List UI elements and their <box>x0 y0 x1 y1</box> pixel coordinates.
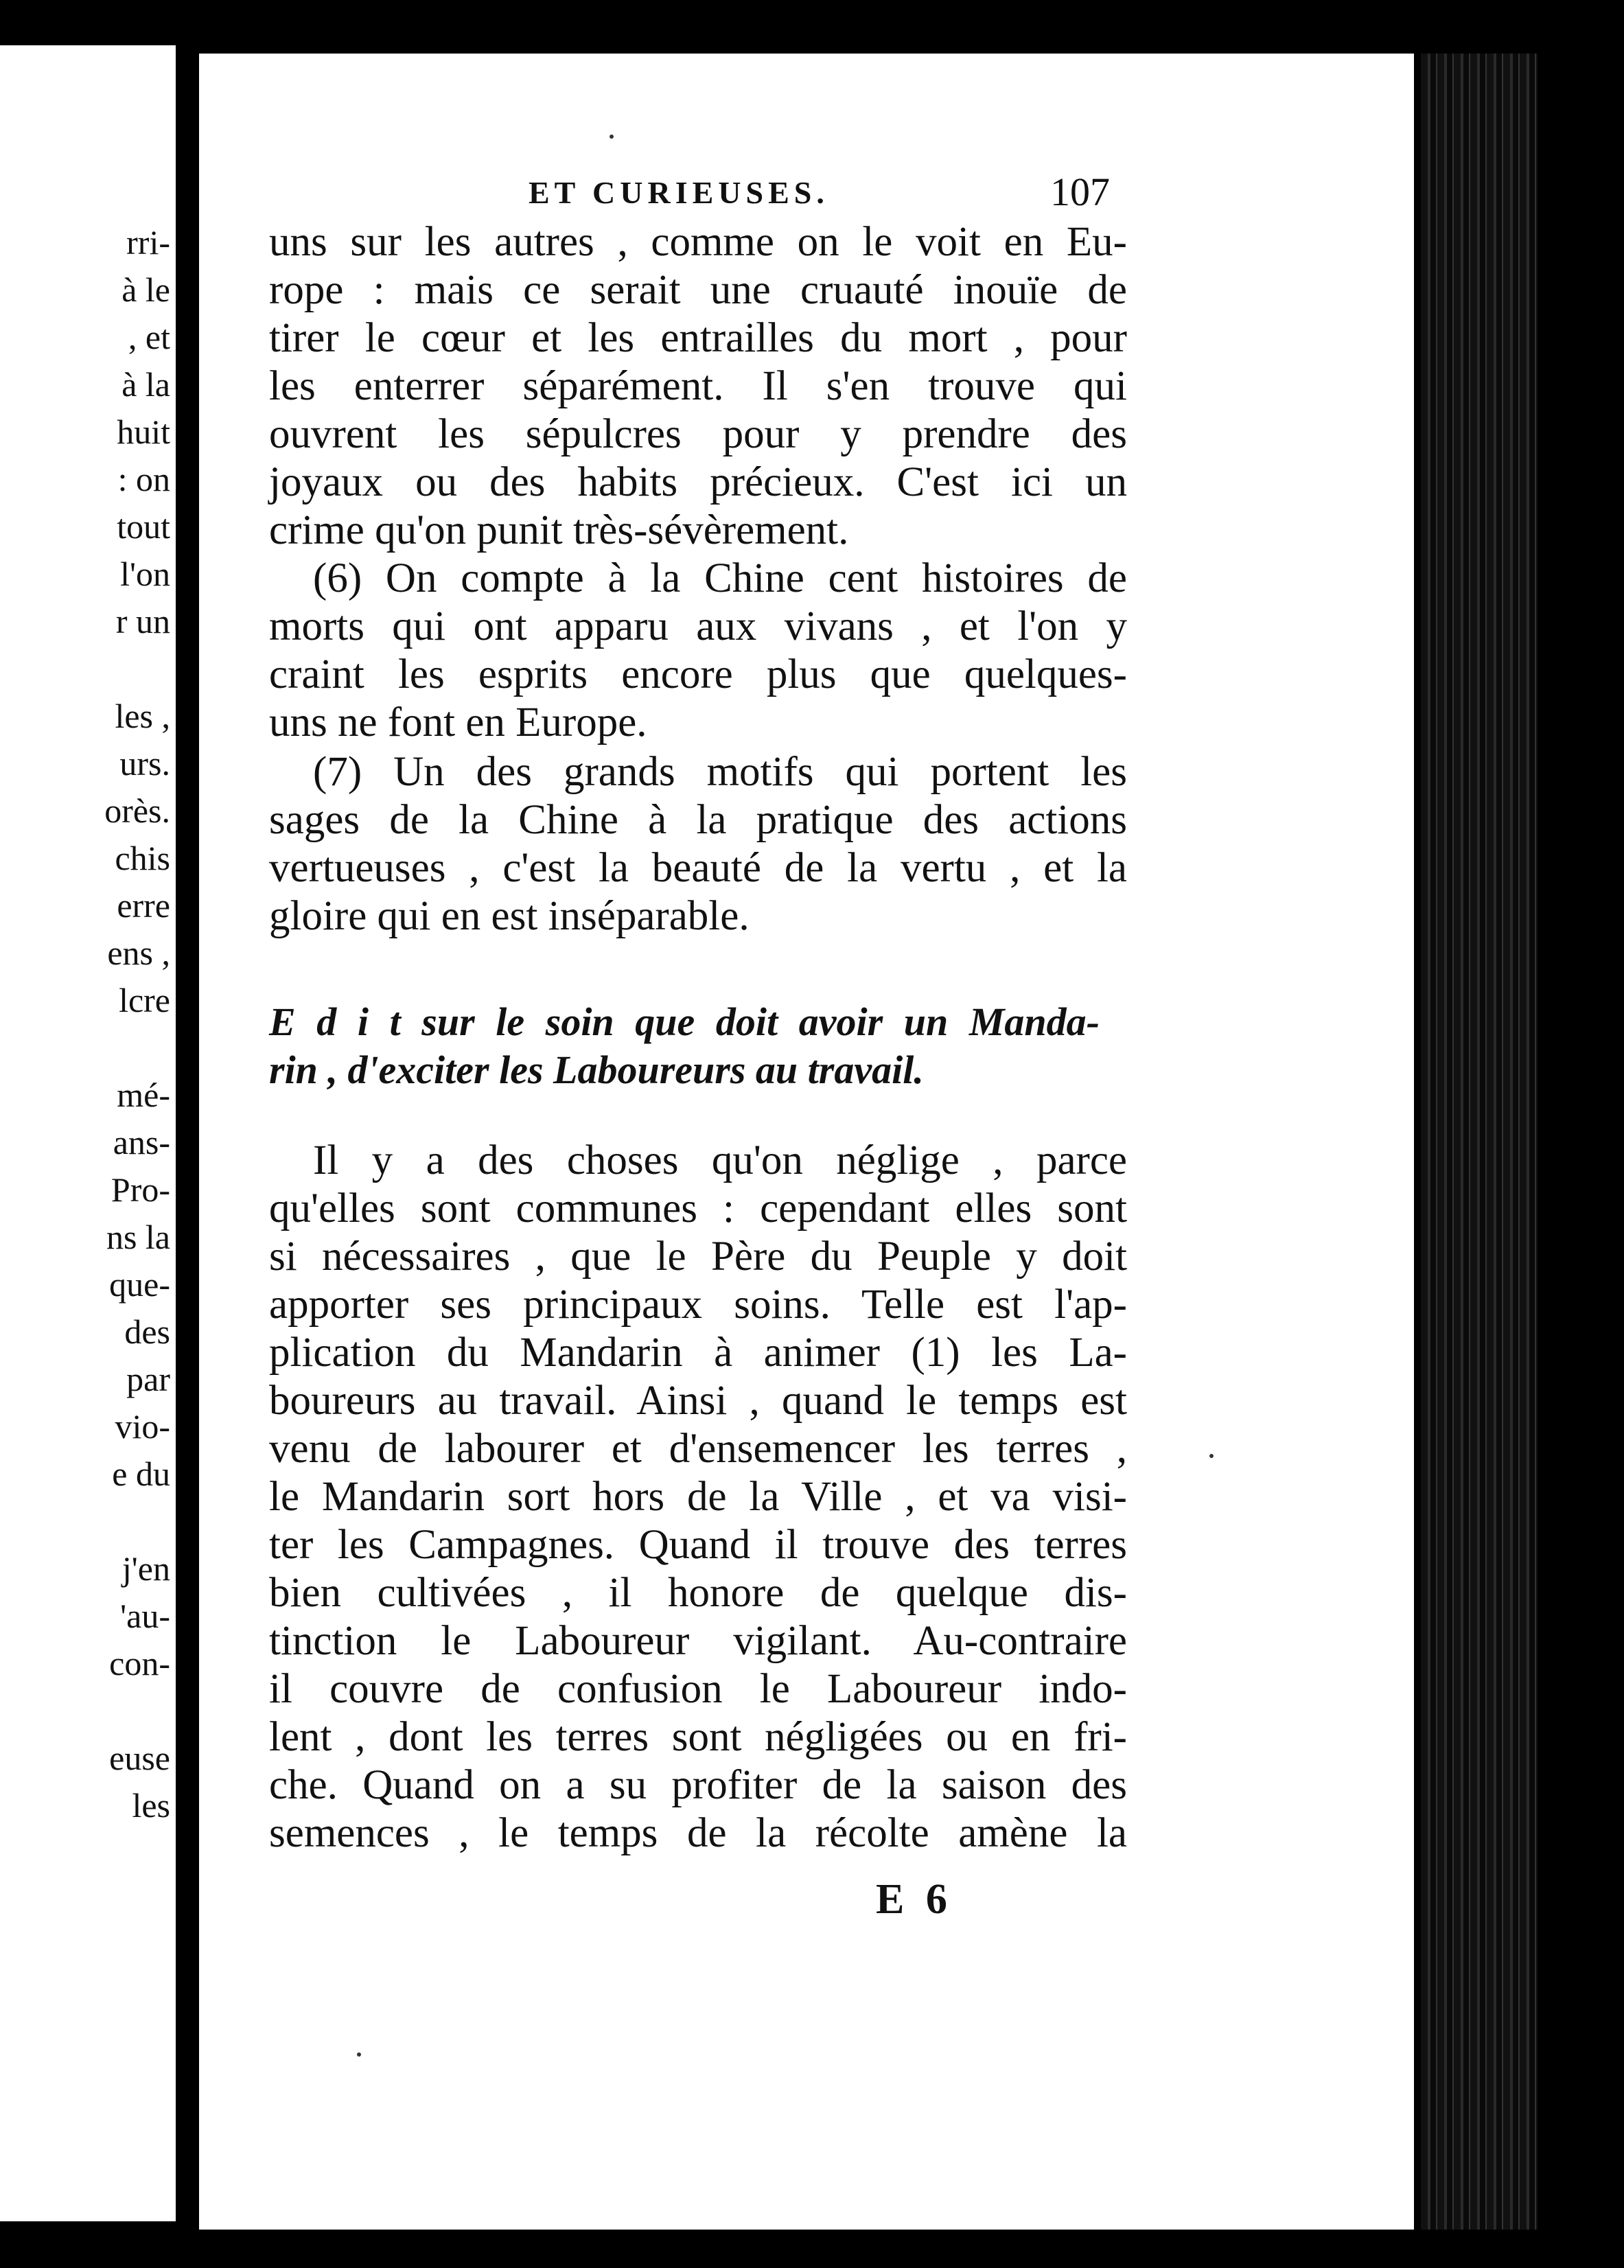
left-page-fragment: tout <box>117 507 170 546</box>
left-page-fragment: ans- <box>113 1123 170 1161</box>
left-page-fragment: ens , <box>107 934 170 972</box>
left-page-fragment: à la <box>121 365 170 404</box>
left-page-fragment: des <box>124 1312 170 1351</box>
left-page-fragment: orès. <box>104 791 170 830</box>
left-facing-page <box>0 45 176 2221</box>
scan-background-edge <box>1538 41 1624 2238</box>
left-page-fragment: lcre <box>119 981 170 1019</box>
left-page-fragment: vio- <box>115 1407 170 1446</box>
heading-line: rin , d'exciter les Laboureurs au travail. <box>269 1048 924 1092</box>
left-page-fragment: les <box>132 1786 170 1825</box>
text-line: tirer le cœur et les entrailles du mort , pour <box>269 315 1127 361</box>
text-line: vertueuses , c'est la beauté de la vertu , et la <box>269 845 1127 891</box>
text-line: lent , dont les terres sont négligées ou en fri- <box>269 1714 1127 1760</box>
left-page-fragment: que- <box>109 1265 170 1304</box>
left-page-fragment: r un <box>115 602 170 640</box>
text-line: craint les esprits encore plus que quelques- <box>269 651 1127 697</box>
book-gutter <box>176 0 199 2268</box>
left-page-fragment: : on <box>117 460 170 498</box>
text-line: sages de la Chine à la pratique des actions <box>269 797 1127 843</box>
text-line: venu de labourer et d'ensemencer les terres , <box>269 1426 1127 1472</box>
text-line: semences , le temps de la récolte amène la <box>269 1810 1127 1856</box>
ink-speck <box>610 135 614 139</box>
left-page-fragment: Pro- <box>111 1170 170 1209</box>
left-page-fragment: 'au- <box>120 1597 170 1635</box>
left-page-fragment: rri- <box>126 223 170 262</box>
text-line: Il y a des choses qu'on néglige , parce <box>313 1137 1127 1183</box>
text-line: le Mandarin sort hors de la Ville , et va visi- <box>269 1474 1127 1520</box>
text-line: uns sur les autres , comme on le voit en Eu- <box>269 219 1127 265</box>
text-line: si nécessaires , que le Père du Peuple y doit <box>269 1234 1127 1280</box>
text-line: crime qu'on punit très-sévèrement. <box>269 507 849 553</box>
left-page-fragment: erre <box>117 886 170 925</box>
text-line: morts qui ont apparu aux vivans , et l'on y <box>269 603 1127 649</box>
text-line: rope : mais ce serait une cruauté inouïe de <box>269 267 1127 313</box>
text-line: plication du Mandarin à animer (1) les La- <box>269 1330 1127 1376</box>
page-edges <box>1421 54 1538 2230</box>
note-6 <box>269 555 1127 747</box>
text-line: uns ne font en Europe. <box>269 699 647 745</box>
text-line: boureurs au travail. Ainsi , quand le temps est <box>269 1378 1127 1424</box>
text-line: gloire qui en est inséparable. <box>269 893 750 939</box>
text-line: qu'elles sont communes : cependant elles sont <box>269 1185 1127 1231</box>
paragraph-edict <box>269 1137 1127 1858</box>
text-line: bien cultivées , il honore de quelque dis- <box>269 1570 1127 1616</box>
text-line: il couvre de confusion le Laboureur indo- <box>269 1666 1127 1712</box>
text-line: ouvrent les sépulcres pour y prendre des <box>269 411 1127 457</box>
left-page-fragment: con- <box>109 1644 170 1682</box>
left-page-fragment: par <box>126 1360 170 1398</box>
section-heading <box>269 998 1100 1094</box>
page-number: 107 <box>1050 170 1110 214</box>
left-page-fragment: l'on <box>120 555 170 593</box>
running-head: ET CURIEUSES. <box>529 175 829 210</box>
left-page-fragment: les , <box>115 697 170 735</box>
left-page-fragment: huit <box>117 413 170 451</box>
left-page-fragment: e du <box>112 1455 170 1493</box>
left-page-fragment: ns la <box>106 1218 170 1256</box>
left-page-fragment: urs. <box>119 744 170 783</box>
signature-mark: E 6 <box>876 1876 953 1923</box>
text-line: apporter ses principaux soins. Telle est l'ap- <box>269 1282 1127 1328</box>
left-page-fragment: j'en <box>121 1549 170 1588</box>
ink-speck <box>1209 1454 1214 1458</box>
heading-line: E d i t sur le soin que doit avoir un Manda- <box>269 999 1100 1044</box>
left-page-fragment: mé- <box>117 1076 170 1114</box>
ink-speck <box>357 2052 361 2057</box>
text-line: les enterrer séparément. Il s'en trouve qui <box>269 363 1127 409</box>
paragraph-sepulchres <box>269 218 1127 555</box>
text-line: (7) Un des grands motifs qui portent les <box>313 749 1127 795</box>
text-line: joyaux ou des habits précieux. C'est ici un <box>269 459 1127 505</box>
text-line: (6) On compte à la Chine cent histoires de <box>313 555 1127 601</box>
left-page-fragment: à le <box>121 270 170 309</box>
left-page-fragment: , et <box>128 318 170 356</box>
left-page-fragment: chis <box>115 839 170 877</box>
text-line: ter les Campagnes. Quand il trouve des terres <box>269 1522 1127 1568</box>
note-7 <box>269 748 1127 940</box>
text-line: tinction le Laboureur vigilant. Au-contraire <box>269 1618 1127 1664</box>
left-page-fragment: euse <box>109 1739 170 1777</box>
text-line: che. Quand on a su profiter de la saison des <box>269 1762 1127 1808</box>
